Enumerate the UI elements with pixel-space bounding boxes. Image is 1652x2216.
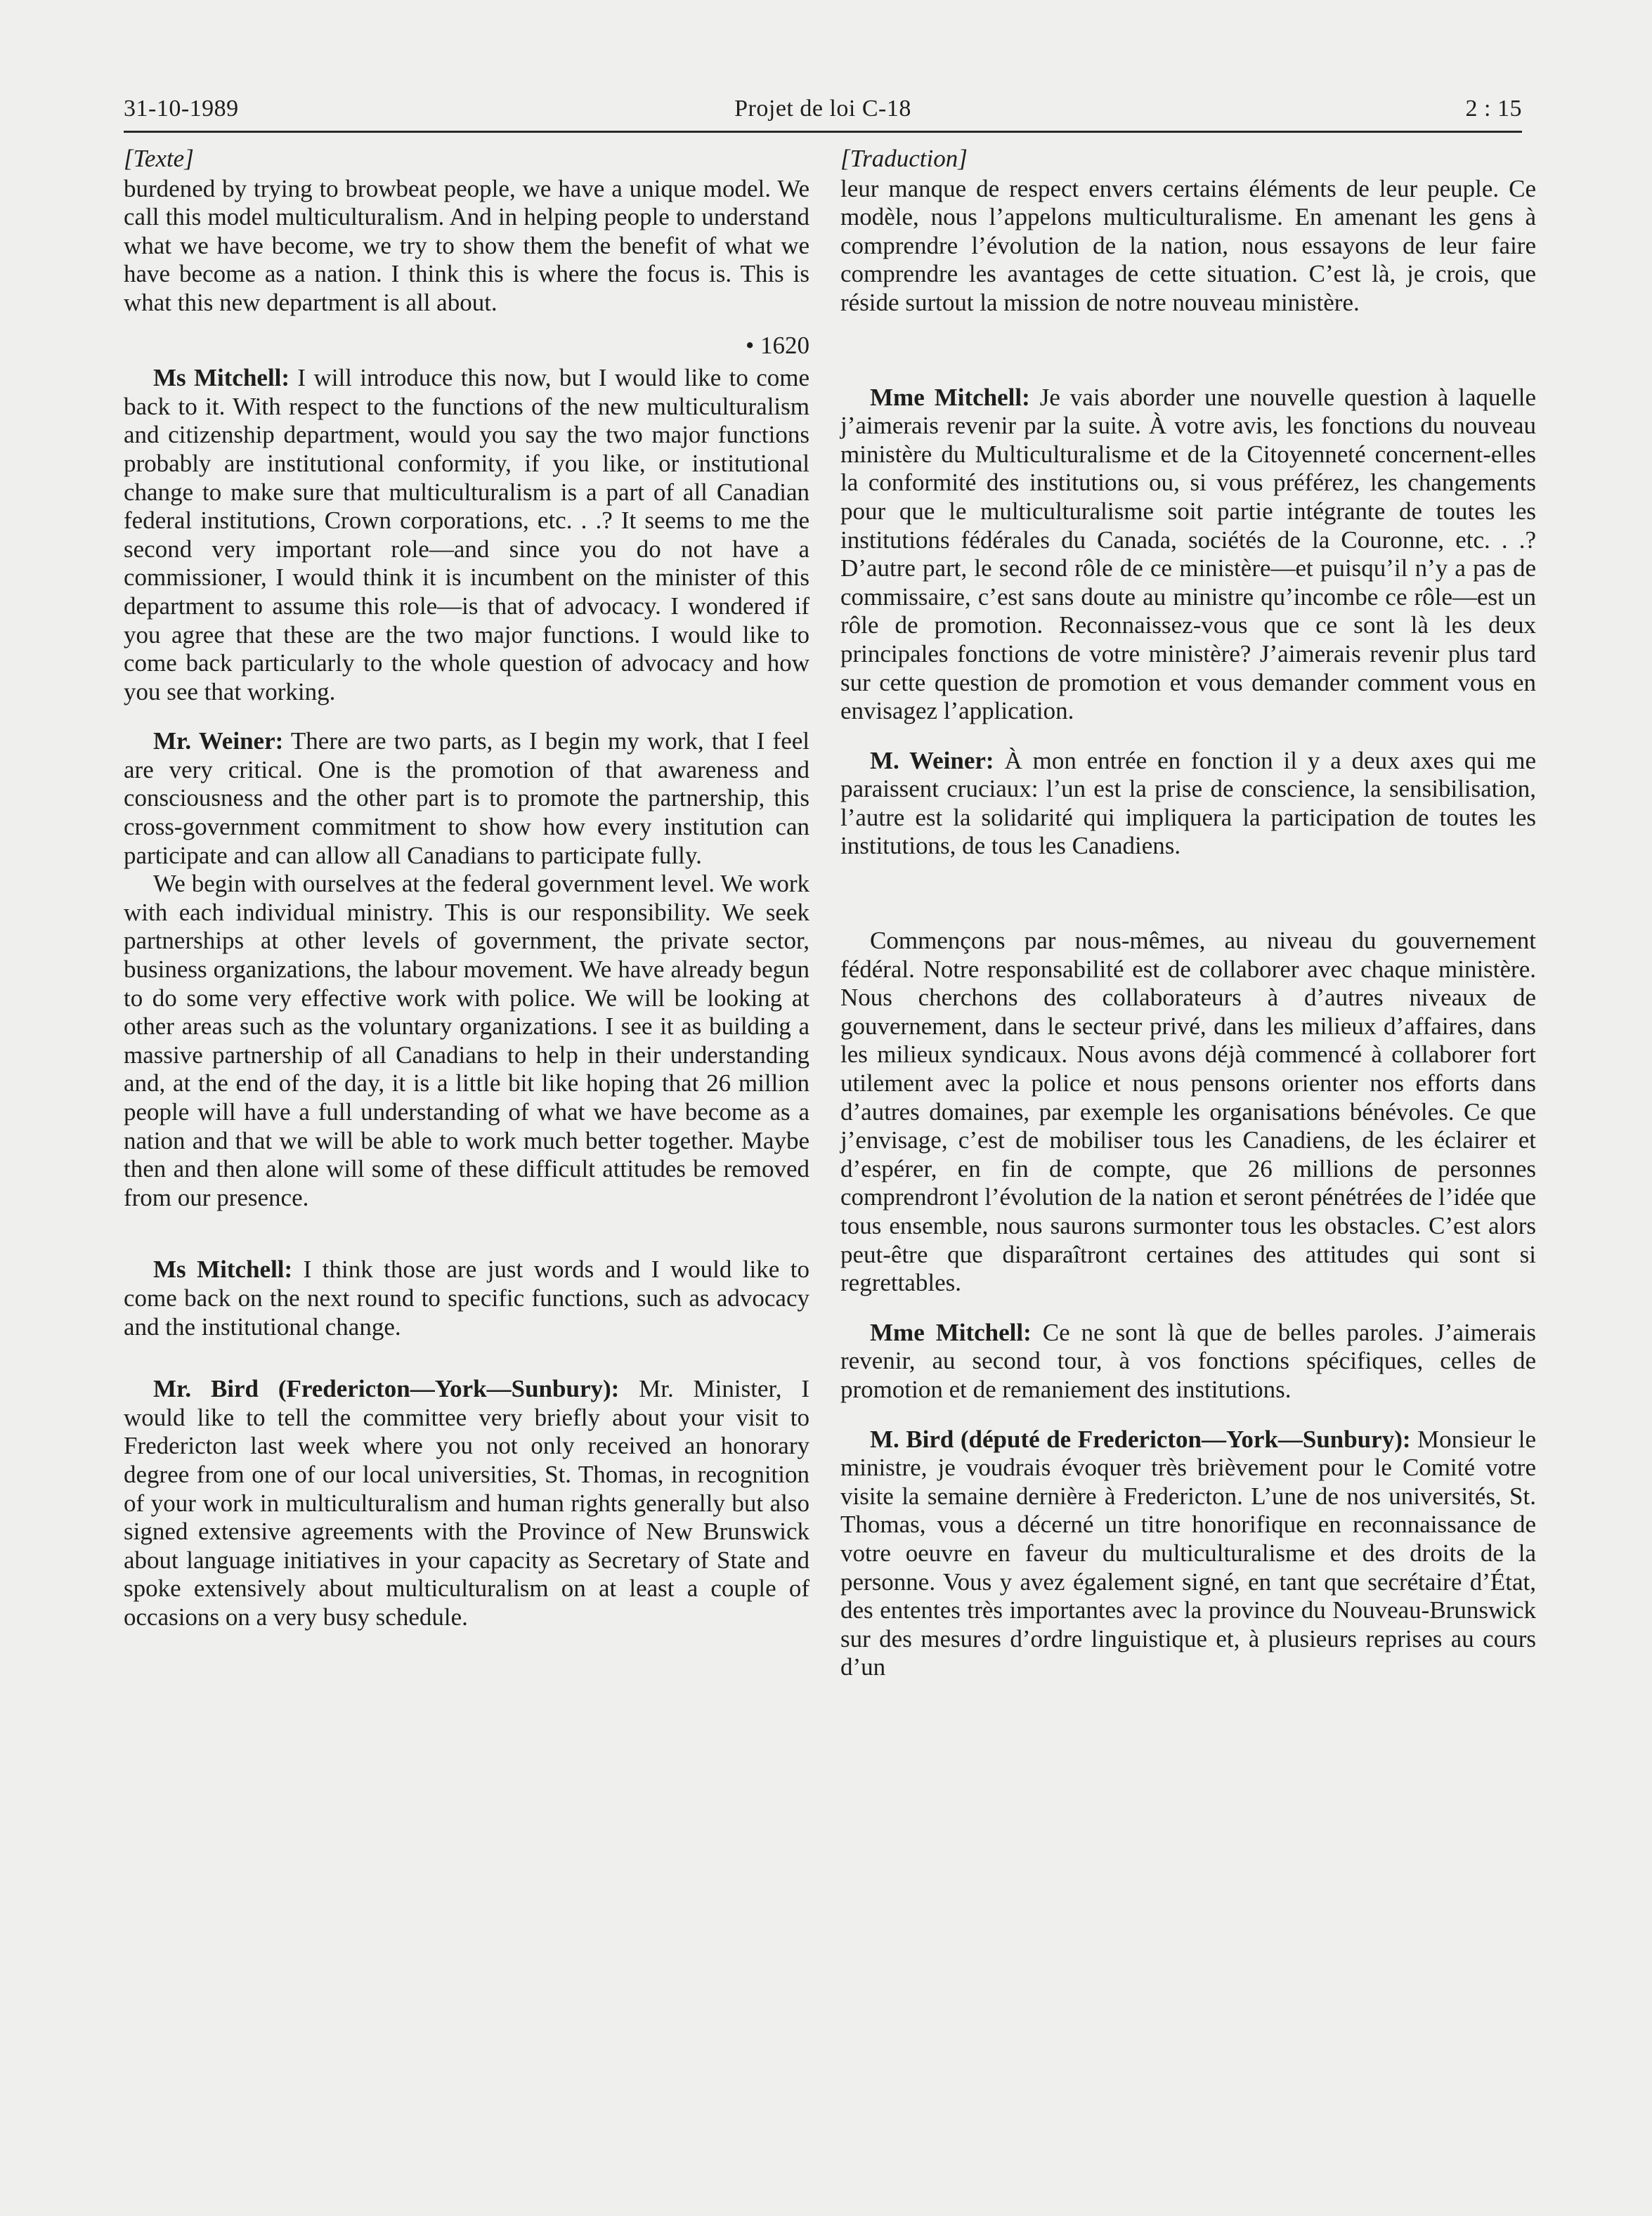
speaker-name: Ms Mitchell:	[153, 364, 290, 392]
section-label-texte: [Texte]	[124, 145, 194, 172]
header-title: Projet de loi C-18	[734, 96, 911, 122]
paragraph: burdened by trying to browbeat people, we have a unique model. We call this model multiculturalism. And in helping people to understand what we have become, we try to show them the benefit of what we have become as a nation. I think this is where the focus is. This is what this new department is all about.	[124, 174, 809, 316]
english-column	[124, 145, 809, 1632]
paragraph	[840, 747, 1536, 861]
speech-text: I will introduce this now, but I would like to come back to it. With respect to the functions of the new multiculturalism and citizenship department, would you say the two major functions probably are institutional conformity, if you like, or institutional change to make sure that multiculturalism is a part of all Canadian federal institutions, Crown corporations, etc. . .? It seems to me the second very important role—and since you do not have a commissioner, I would think it is incumbent on the minister of this department to assume this role—is that of advocacy. I wondered if you agree that these are the two major functions. I would like to come back particularly to the whole question of advocacy and how you see that working.	[124, 364, 809, 705]
speech-text: I think those are just words and I would like to come back on the next round to specific functions, such as advocacy and the institutional change.	[124, 1256, 809, 1341]
paragraph	[840, 1426, 1536, 1682]
paragraph	[124, 1256, 809, 1341]
paragraph: We begin with ourselves at the federal government level. We work with each individual ministry. This is our responsibility. We seek partnerships at other levels of government, the private sector, business organizations, the labour movement. We have already begun to do some very effective work with police. We will be looking at other areas such as the voluntary organizations. I see it as building a massive partnership of all Canadians to help in their understanding and, at the end of the day, it is a little bit like hoping that 26 million people will have a full understanding of what we have become as a nation and that we will be able to work much better together. Maybe then and then alone will some of these difficult attitudes be removed from our presence.	[124, 870, 809, 1211]
speaker-name: Mme Mitchell:	[870, 1318, 1032, 1346]
speech-text: Mr. Minister, I would like to tell the committee very briefly about your visit to Fredericton last week where you not only received an honorary degree from one of our local universities, St. Thomas, in recognition of your work in multiculturalism and human rights generally but also signed extensive agreements with the Province of New Brunswick about language initiatives in your capacity as Secretary of State and spoke extensively about multiculturalism on at least a couple of occasions on a very busy schedule.	[124, 1375, 809, 1631]
speech-text: Monsieur le ministre, je voudrais évoquer très brièvement pour le Comité votre visite la semaine dernière à Fredericton. L’une de nos universités, St. Thomas, vous a décerné un titre honorifique en reconnaissance de votre oeuvre en faveur du multiculturalisme et des droits de la personne. Vous y avez également signé, en tant que secrétaire d’État, des ententes très importantes avec la province du Nouveau-Brunswick sur des mesures d’ordre linguistique et, à plusieurs reprises au cours d’un	[840, 1425, 1536, 1681]
speaker-name: Mr. Weiner:	[153, 727, 284, 755]
speech-text: There are two parts, as I begin my work, that I feel are very critical. One is the promotion of that awareness and consciousness and the other part is to promote the partnership, this cross-government commitment to show how every institution can participate and can allow all Canadians to participate fully.	[124, 727, 809, 869]
paragraph: leur manque de respect envers certains éléments de leur peuple. Ce modèle, nous l’appelons multiculturalisme. En amenant les gens à comprendre l’évolution de la nation, nous essayons de leur faire comprendre les avantages de cette situation. C’est là, je crois, que réside surtout la mission de notre nouveau ministère.	[840, 174, 1536, 316]
paragraph	[124, 364, 809, 706]
page-header	[124, 96, 1522, 133]
header-date: 31-10-1989	[124, 96, 239, 122]
section-label-traduction: [Traduction]	[840, 145, 968, 172]
speaker-name: Mme Mitchell:	[870, 383, 1030, 411]
header-page-number: 2 : 15	[1465, 96, 1522, 122]
paragraph	[124, 1375, 809, 1631]
speech-text: À mon entrée en fonction il y a deux axes qui me paraissent cruciaux: l’un est la prise de conscience, la sensibilisation, l’autre est la solidarité qui impliquera la participation de toutes les institutions, de tous les Canadiens.	[840, 746, 1536, 860]
speaker-name: Ms Mitchell:	[153, 1256, 293, 1284]
paragraph	[840, 384, 1536, 726]
paragraph	[840, 1319, 1536, 1404]
french-column	[840, 145, 1536, 1682]
paragraph: Commençons par nous-mêmes, au niveau du gouvernement fédéral. Notre responsabilité est de collaborer avec chaque ministère. Nous cherchons des collaborateurs à d’autres niveaux de gouvernement, dans le secteur privé, dans les milieux d’affaires, dans les milieux syndicaux. Nous avons déjà commencé à collaborer fort utilement avec la police et nous pensons orienter nos efforts dans d’autres domaines, par exemple les organisations bénévoles. Ce que j’envisage, c’est de mobiliser tous les Canadiens, de les éclairer et d’espérer, en fin de compte, que 26 millions de personnes comprendront l’évolution de la nation et seront pénétrées de l’idée que tous ensemble, nous saurons surmonter tous les obstacles. C’est alors peut-être que disparaîtront certaines des attitudes qui sont si regrettables.	[840, 927, 1536, 1297]
speech-text: Ce ne sont là que de belles paroles. J’aimerais revenir, au second tour, à vos fonctions spécifiques, celles de promotion et de remaniement des institutions.	[840, 1318, 1536, 1403]
speaker-name: M. Bird (député de Fredericton—York—Sunbury):	[870, 1425, 1411, 1453]
speech-text: Je vais aborder une nouvelle question à laquelle j’aimerais revenir par la suite. À votre avis, les fonctions du nouveau ministère du Multiculturalisme et de la Citoyenneté concernent-elles la conformité des institutions ou, si vous préférez, les changements pour que le multiculturalisme soit partie intégrante de toutes les institutions fédérales du Canada, sociétés de la Couronne, etc. . .? D’autre part, le second rôle de ce ministère—et puisqu’il n’y a pas de commissaire, c’est sans doute au ministre qu’incombe ce rôle—est un rôle de promotion. Reconnaissez-vous que ce sont là les deux principales fonctions de votre ministère? J’aimerais revenir plus tard sur cette question de promotion et vous demander comment vous en envisagez l’application.	[840, 383, 1536, 725]
time-stamp: • 1620	[745, 331, 809, 359]
speaker-name: M. Weiner:	[870, 746, 994, 774]
paragraph	[124, 727, 809, 870]
speaker-name: Mr. Bird (Fredericton—York—Sunbury):	[153, 1375, 620, 1403]
